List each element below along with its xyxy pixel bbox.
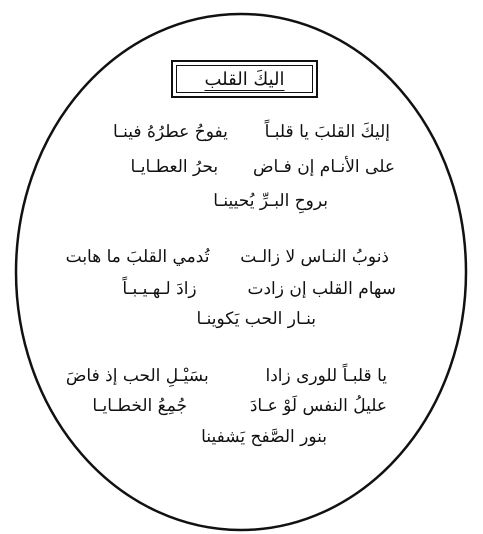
stanza-3-line-1-second-half: بسَيْـلِ الحب إذ فاضَ bbox=[65, 366, 209, 386]
stanza-1-line-3 bbox=[213, 190, 328, 212]
stanza-1-line-2-first-half: على الأنـام إن فـاض bbox=[252, 157, 395, 177]
stanza-3-line-2 bbox=[92, 395, 387, 417]
stanza-2-line-2 bbox=[122, 278, 396, 300]
title-box bbox=[171, 60, 318, 98]
stanza-2-line-1-first-half: ذنوبُ النـاس لا زالـت bbox=[240, 247, 389, 267]
stanza-2-line-2-second-half: زادَ لـهـيـبـاً bbox=[122, 279, 197, 299]
stanza-3-line-3-text: بنور الصَّفح يَشفينا bbox=[201, 427, 327, 447]
stanza-3-line-1-first-half: يا قلبـاً للورى زادا bbox=[265, 366, 387, 386]
stanza-2-line-3-text: بنـار الحب يَكوينـا bbox=[196, 309, 316, 329]
stanza-1-line-2-second-half: بحرُ العطـايـا bbox=[130, 157, 219, 177]
stanza-2-line-1-second-half: تُدمي القلبَ ما هابت bbox=[65, 247, 210, 267]
stanza-3-line-2-second-half: جُمِعُ الخطـايـا bbox=[92, 396, 188, 416]
stanza-1-line-1-first-half: إليكَ القلبَ يا قلبـاً bbox=[264, 122, 390, 142]
stanza-1-line-2 bbox=[131, 156, 395, 178]
stanza-2-line-1 bbox=[66, 246, 389, 268]
stanza-1-line-1 bbox=[113, 121, 390, 143]
stanza-2-line-2-first-half: سهام القلب إن زادت bbox=[247, 279, 396, 299]
poem-title: اليكَ القلب bbox=[204, 68, 285, 90]
stanza-3-line-3 bbox=[201, 426, 327, 448]
stanza-1-line-1-second-half: يفوحُ عطرُهُ فينـا bbox=[113, 122, 228, 142]
stanza-2-line-3 bbox=[196, 308, 316, 330]
stanza-3-line-1 bbox=[66, 365, 387, 387]
stanza-1-line-3-text: بروحِ البـرِّ يُحيينـا bbox=[213, 191, 328, 211]
stanza-3-line-2-first-half: عليلُ النفس لَوْ عـادَ bbox=[249, 396, 387, 416]
